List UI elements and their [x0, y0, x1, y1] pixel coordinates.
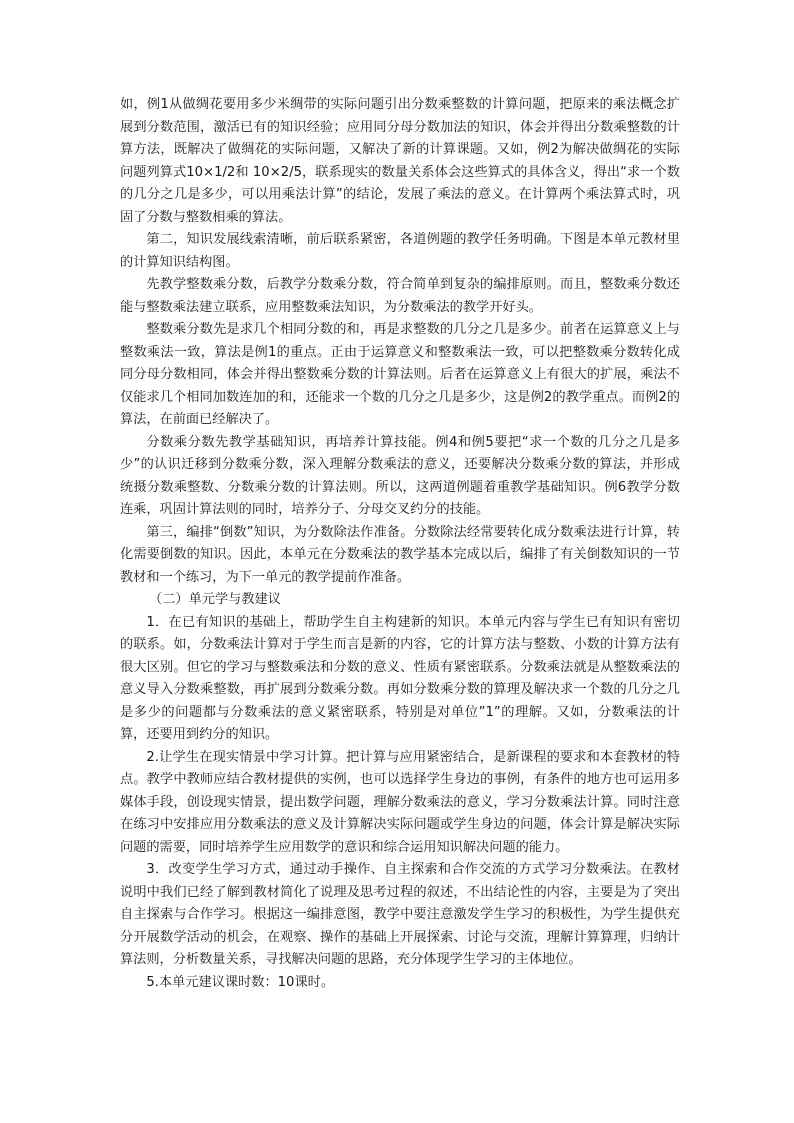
paragraph-fraction-times-fraction: 分数乘分数先教学基础知识，再培养计算技能。例4和例5要把“求一个数的几分之几是多少”的认识迁移到分数乘分数，深入理解分数乘法的意义，还要解决分数乘分数的算法，并形成统摄分数乘整数、分数乘分数的计算法则。所以，这两道例题着重教学基础知识。例6教学分数连乘，巩固计算法则的同时，培养分子、分母交叉约分的技能。	[120, 434, 680, 517]
paragraph-suggestion-3: 3．改变学生学习方式，通过动手操作、自主探索和合作交流的方式学习分数乘法。在教材说明中我们已经了解到教材简化了说理及思考过程的叙述，不出结论性的内容，主要是为了突出自主探索与合作学习。根据这一编排意图，教学中要注意激发学生学习的积极性，为学生提供充分开展数学活动的机会，在观察、操作的基础上开展探索、讨论与交流，理解计算算理，归纳计算法则，分析数量关系，寻找解决问题的思路，充分体现学生学习的主体地位。	[120, 862, 680, 967]
paragraph-suggestion-2: 2.让学生在现实情景中学习计算。把计算与应用紧密结合，是新课程的要求和本套教材的特点。教学中教师应结合教材提供的实例，也可以选择学生身边的事例，有条件的地方也可运用多媒体手段，创设现实情景，提出数学问题，理解分数乘法的意义，学习分数乘法计算。同时注意在练习中安排应用分数乘法的意义及计算解决实际问题或学生身边的问题，体会计算是解决实际问题的需要，同时培养学生应用数学的意识和综合运用知识解决问题的能力。	[120, 749, 680, 855]
paragraph-third-point-reciprocal: 第三，编排“倒数”知识，为分数除法作准备。分数除法经常要转化成分数乘法进行计算，转化需要倒数的知识。因此，本单元在分数乘法的教学基本完成以后，编排了有关倒数知识的一节教材和一个练习，为下一单元的教学提前作准备。	[120, 524, 680, 585]
paragraph-suggestion-5-hours: 5.本单元建议课时数：10课时。	[146, 974, 335, 990]
paragraph-integer-times-fraction: 先教学整数乘分数，后教学分数乘分数，符合简单到复杂的编排原则。而且，整数乘分数还能与整数乘法建立联系，应用整数乘法知识，为分数乘法的教学开好头。	[120, 277, 680, 315]
section-heading-suggestions: （二）单元学与教建议	[149, 592, 281, 607]
paragraph-second-point: 第二，知识发展线索清晰，前后联系紧密，各道例题的教学任务明确。下图是本单元教材里的计算知识结构图。	[120, 232, 680, 270]
paragraph-example-intro: 如，例1从做绸花要用多少米绸带的实际问题引出分数乘整数的计算问题，把原来的乘法概念扩展到分数范围，激活已有的知识经验；应用同分母分数加法的知识，体会并得出分数乘整数的计算方法，既解决了做绸花的实际问题，又解决了新的计算课题。又如，例2为解决做绸花的实际问题列算式10×1/2和 10×2/5，联系现实的数量关系体会这些算式的具体含义，得出“求一个数的几分之几是多少，可以用乘法计算”的结论，发展了乘法的意义。在计算两个乘法算式时，巩固了分数与整数相乘的算法。	[120, 97, 680, 225]
document-page	[120, 94, 680, 994]
paragraph-suggestion-1: 1．在已有知识的基础上，帮助学生自主构建新的知识。本单元内容与学生已有知识有密切的联系。如，分数乘法计算对于学生而言是新的内容，它的计算方法与整数、小数的计算方法有很大区别。但它的学习与整数乘法和分数的意义、性质有紧密联系。分数乘法就是从整数乘法的意义导入分数乘整数，再扩展到分数乘分数。再如分数乘分数的算理及解决求一个数的几分之几是多少的问题都与分数乘法的意义紧密联系，特别是对单位”1”的理解。又如，分数乘法的计算，还要用到约分的知识。	[120, 614, 680, 742]
paragraph-integer-fraction-detail: 整数乘分数先是求几个相同分数的和，再是求整数的几分之几是多少。前者在运算意义上与整数乘法一致，算法是例1的重点。正由于运算意义和整数乘法一致，可以把整数乘分数转化成同分母分数相同，体会并得出整数乘分数的计算法则。后者在运算意义上有很大的扩展，乘法不仅能求几个相同加数连加的和，还能求一个数的几分之几是多少，这是例2的教学重点。而例2的算法，在前面已经解决了。	[120, 322, 680, 427]
